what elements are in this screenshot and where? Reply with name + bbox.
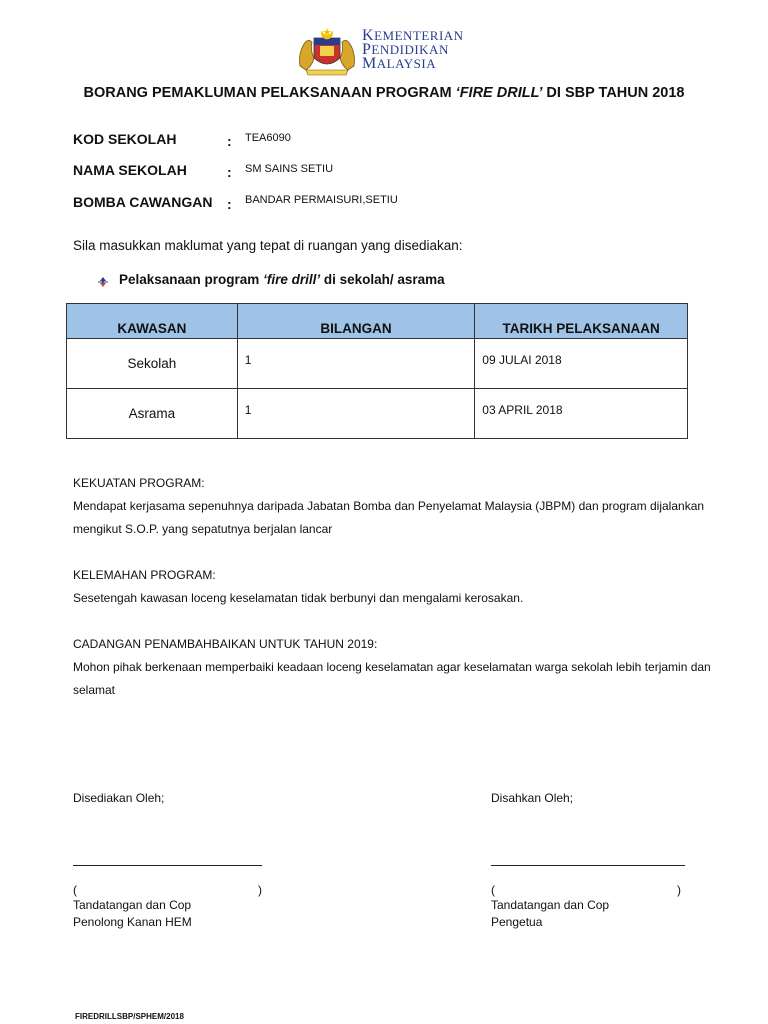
kekuatan-line-2: mengikut S.O.P. yang sepatutnya berjalan lancar (73, 522, 333, 536)
cadangan-line-2: selamat (73, 683, 116, 697)
bullet-suffix: di sekolah/ asrama (320, 272, 445, 287)
cell-bilangan-value: 1 (244, 353, 252, 367)
field-colon: : (227, 196, 232, 212)
title-italic: ‘FIRE DRILL’ (455, 85, 543, 101)
bullet-arrow-icon (97, 275, 109, 287)
bracket-close-left: ) (258, 883, 262, 897)
cell-tarikh (475, 389, 688, 439)
ministry-name (362, 29, 464, 71)
bracket-open-right: ( (491, 883, 495, 897)
cell-kawasan: Asrama (67, 389, 238, 439)
signature-line-left (73, 865, 262, 866)
field-colon: : (227, 133, 232, 149)
field-label-kod-sekolah: KOD SEKOLAH (73, 131, 177, 147)
title-suffix: DI SBP TAHUN 2018 (542, 85, 685, 101)
kelemahan-text (73, 587, 723, 610)
header-kawasan: KAWASAN (67, 304, 238, 339)
left-role-2: Penolong Kanan HEM (73, 915, 192, 929)
left-role-1: Tandatangan dan Cop (73, 898, 192, 912)
field-label-nama-sekolah: NAMA SEKOLAH (73, 162, 187, 178)
instruction-text: Sila masukkan maklumat yang tepat di ruangan yang disediakan: (73, 238, 463, 253)
table-row (67, 339, 688, 389)
header-tarikh: TARIKH PELAKSANAAN (475, 304, 688, 339)
right-role-1: Tandatangan dan Cop (491, 898, 610, 912)
cell-kawasan: Sekolah (67, 339, 238, 389)
field-label-bomba-cawangan: BOMBA CAWANGAN (73, 194, 213, 210)
cadangan-line-1: Mohon pihak berkenaan memperbaiki keadaan loceng keselamatan agar keselamatan warga sekolah lebih terjamin dan (73, 660, 711, 674)
bullet-prefix: Pelaksanaan program (119, 272, 264, 287)
kekuatan-heading: KEKUATAN PROGRAM: (73, 476, 205, 490)
title-prefix: BORANG PEMAKLUMAN PELAKSANAAN PROGRAM (83, 85, 456, 101)
field-value-nama-sekolah: SM SAINS SETIU (245, 163, 334, 175)
kelemahan-line-1: Sesetengah kawasan loceng keselamatan tidak berbunyi dan mengalami kerosakan. (73, 591, 524, 605)
field-value-bomba-cawangan: BANDAR PERMAISURI,SETIU (245, 194, 398, 206)
cell-bilangan-value: 1 (244, 403, 252, 417)
bracket-close-right: ) (677, 883, 681, 897)
table-row (67, 389, 688, 439)
field-colon: : (227, 164, 232, 180)
cell-tarikh (475, 339, 688, 389)
form-title (0, 85, 768, 101)
ministry-line-2: PENDIDIKAN (362, 41, 449, 58)
bullet-heading (119, 272, 445, 287)
bullet-italic: ‘fire drill’ (263, 272, 321, 287)
ministry-line-1: KEMENTERIAN (362, 27, 464, 44)
cell-bilangan (237, 339, 475, 389)
right-role-2: Pengetua (491, 915, 543, 929)
header-bilangan: BILANGAN (237, 304, 475, 339)
approved-by-label: Disahkan Oleh; (491, 791, 574, 805)
signature-line-right (491, 865, 685, 866)
field-value-kod-sekolah: TEA6090 (245, 132, 291, 144)
bracket-open-left: ( (73, 883, 77, 897)
fire-drill-table (66, 303, 688, 439)
ministry-line-3: MALAYSIA (362, 55, 437, 72)
cell-tarikh-value: 03 APRIL 2018 (482, 403, 563, 417)
kekuatan-line-1: Mendapat kerjasama sepenuhnya daripada Jabatan Bomba dan Penyelamat Malaysia (JBPM) dan program dijalankan (73, 499, 705, 513)
cadangan-text (73, 656, 723, 702)
cell-bilangan (237, 389, 475, 439)
kekuatan-text (73, 495, 723, 541)
kelemahan-heading: KELEMAHAN PROGRAM: (73, 568, 216, 582)
cell-tarikh-value: 09 JULAI 2018 (482, 353, 562, 367)
table-header-row (67, 304, 688, 339)
cadangan-heading: CADANGAN PENAMBAHBAIKAN UNTUK TAHUN 2019: (73, 637, 378, 651)
document-reference-code: FIREDRILLSBP/SPHEM/2018 (75, 1012, 184, 1021)
ministry-crest-icon (296, 26, 358, 76)
prepared-by-label: Disediakan Oleh; (73, 791, 165, 805)
